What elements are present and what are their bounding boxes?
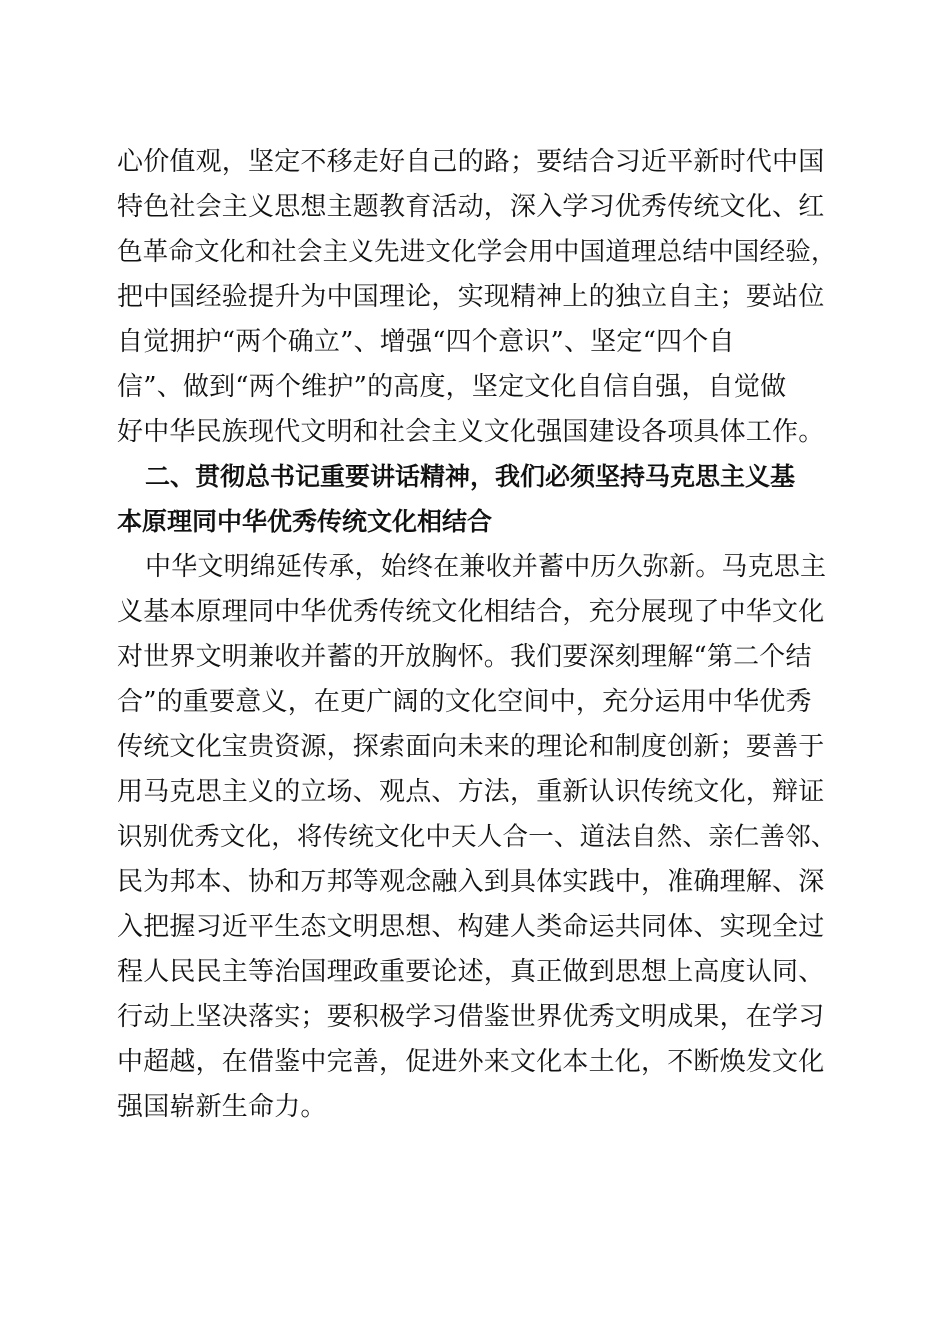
section-2-line-11: 行动上坚决落实；要积极学习借鉴世界优秀文明成果，在学习 bbox=[117, 1002, 825, 1032]
section-2-heading-line-2: 本原理同中华优秀传统文化相结合 bbox=[117, 507, 493, 536]
section-2-line-10: 程人民民主等治国理政重要论述，真正做到思想上高度认同、 bbox=[117, 957, 825, 987]
section-2-line-8: 民为邦本、协和万邦等观念融入到具体实践中，准确理解、深 bbox=[117, 867, 825, 897]
section-2-line-1: 中华文明绵延传承，始终在兼收并蓄中历久弥新。马克思主 bbox=[145, 552, 827, 582]
paragraph-1-line-5: 自觉拥护“两个确立”、增强“四个意识”、坚定“四个自 bbox=[117, 327, 735, 357]
section-2-line-9: 入把握习近平生态文明思想、构建人类命运共同体、实现全过 bbox=[117, 912, 825, 942]
section-2-line-7: 识别优秀文化，将传统文化中天人合一、道法自然、亲仁善邻、 bbox=[117, 822, 837, 852]
paragraph-1-line-2: 特色社会主义思想主题教育活动，深入学习优秀传统文化、红 bbox=[117, 192, 825, 222]
section-2-heading-line-1: 二、贯彻总书记重要讲话精神，我们必须坚持马克思主义基 bbox=[145, 462, 796, 491]
section-2-line-12: 中超越，在借鉴中完善，促进外来文化本土化，不断焕发文化 bbox=[117, 1047, 825, 1077]
section-2-line-6: 用马克思主义的立场、观点、方法，重新认识传统文化，辩证 bbox=[117, 777, 825, 807]
section-2-line-4: 合”的重要意义，在更广阔的文化空间中，充分运用中华优秀 bbox=[117, 687, 812, 717]
paragraph-1-line-1: 心价值观，坚定不移走好自己的路；要结合习近平新时代中国 bbox=[117, 147, 825, 177]
paragraph-1-line-3: 色革命文化和社会主义先进文化学会用中国道理总结中国经验， bbox=[117, 237, 837, 267]
section-2-line-13: 强国崭新生命力。 bbox=[117, 1092, 327, 1122]
paragraph-1-line-6: 信”、做到“两个维护”的高度，坚定文化自信自强，自觉做 bbox=[117, 372, 787, 402]
section-2-line-3: 对世界文明兼收并蓄的开放胸怀。我们要深刻理解“第二个结 bbox=[117, 642, 812, 672]
section-2-line-5: 传统文化宝贵资源，探索面向未来的理论和制度创新；要善于 bbox=[117, 732, 825, 762]
paragraph-1-line-7: 好中华民族现代文明和社会主义文化强国建设各项具体工作。 bbox=[117, 417, 825, 447]
paragraph-1-line-4: 把中国经验提升为中国理论，实现精神上的独立自主；要站位 bbox=[117, 282, 825, 312]
section-2-line-2: 义基本原理同中华优秀传统文化相结合，充分展现了中华文化 bbox=[117, 597, 825, 627]
